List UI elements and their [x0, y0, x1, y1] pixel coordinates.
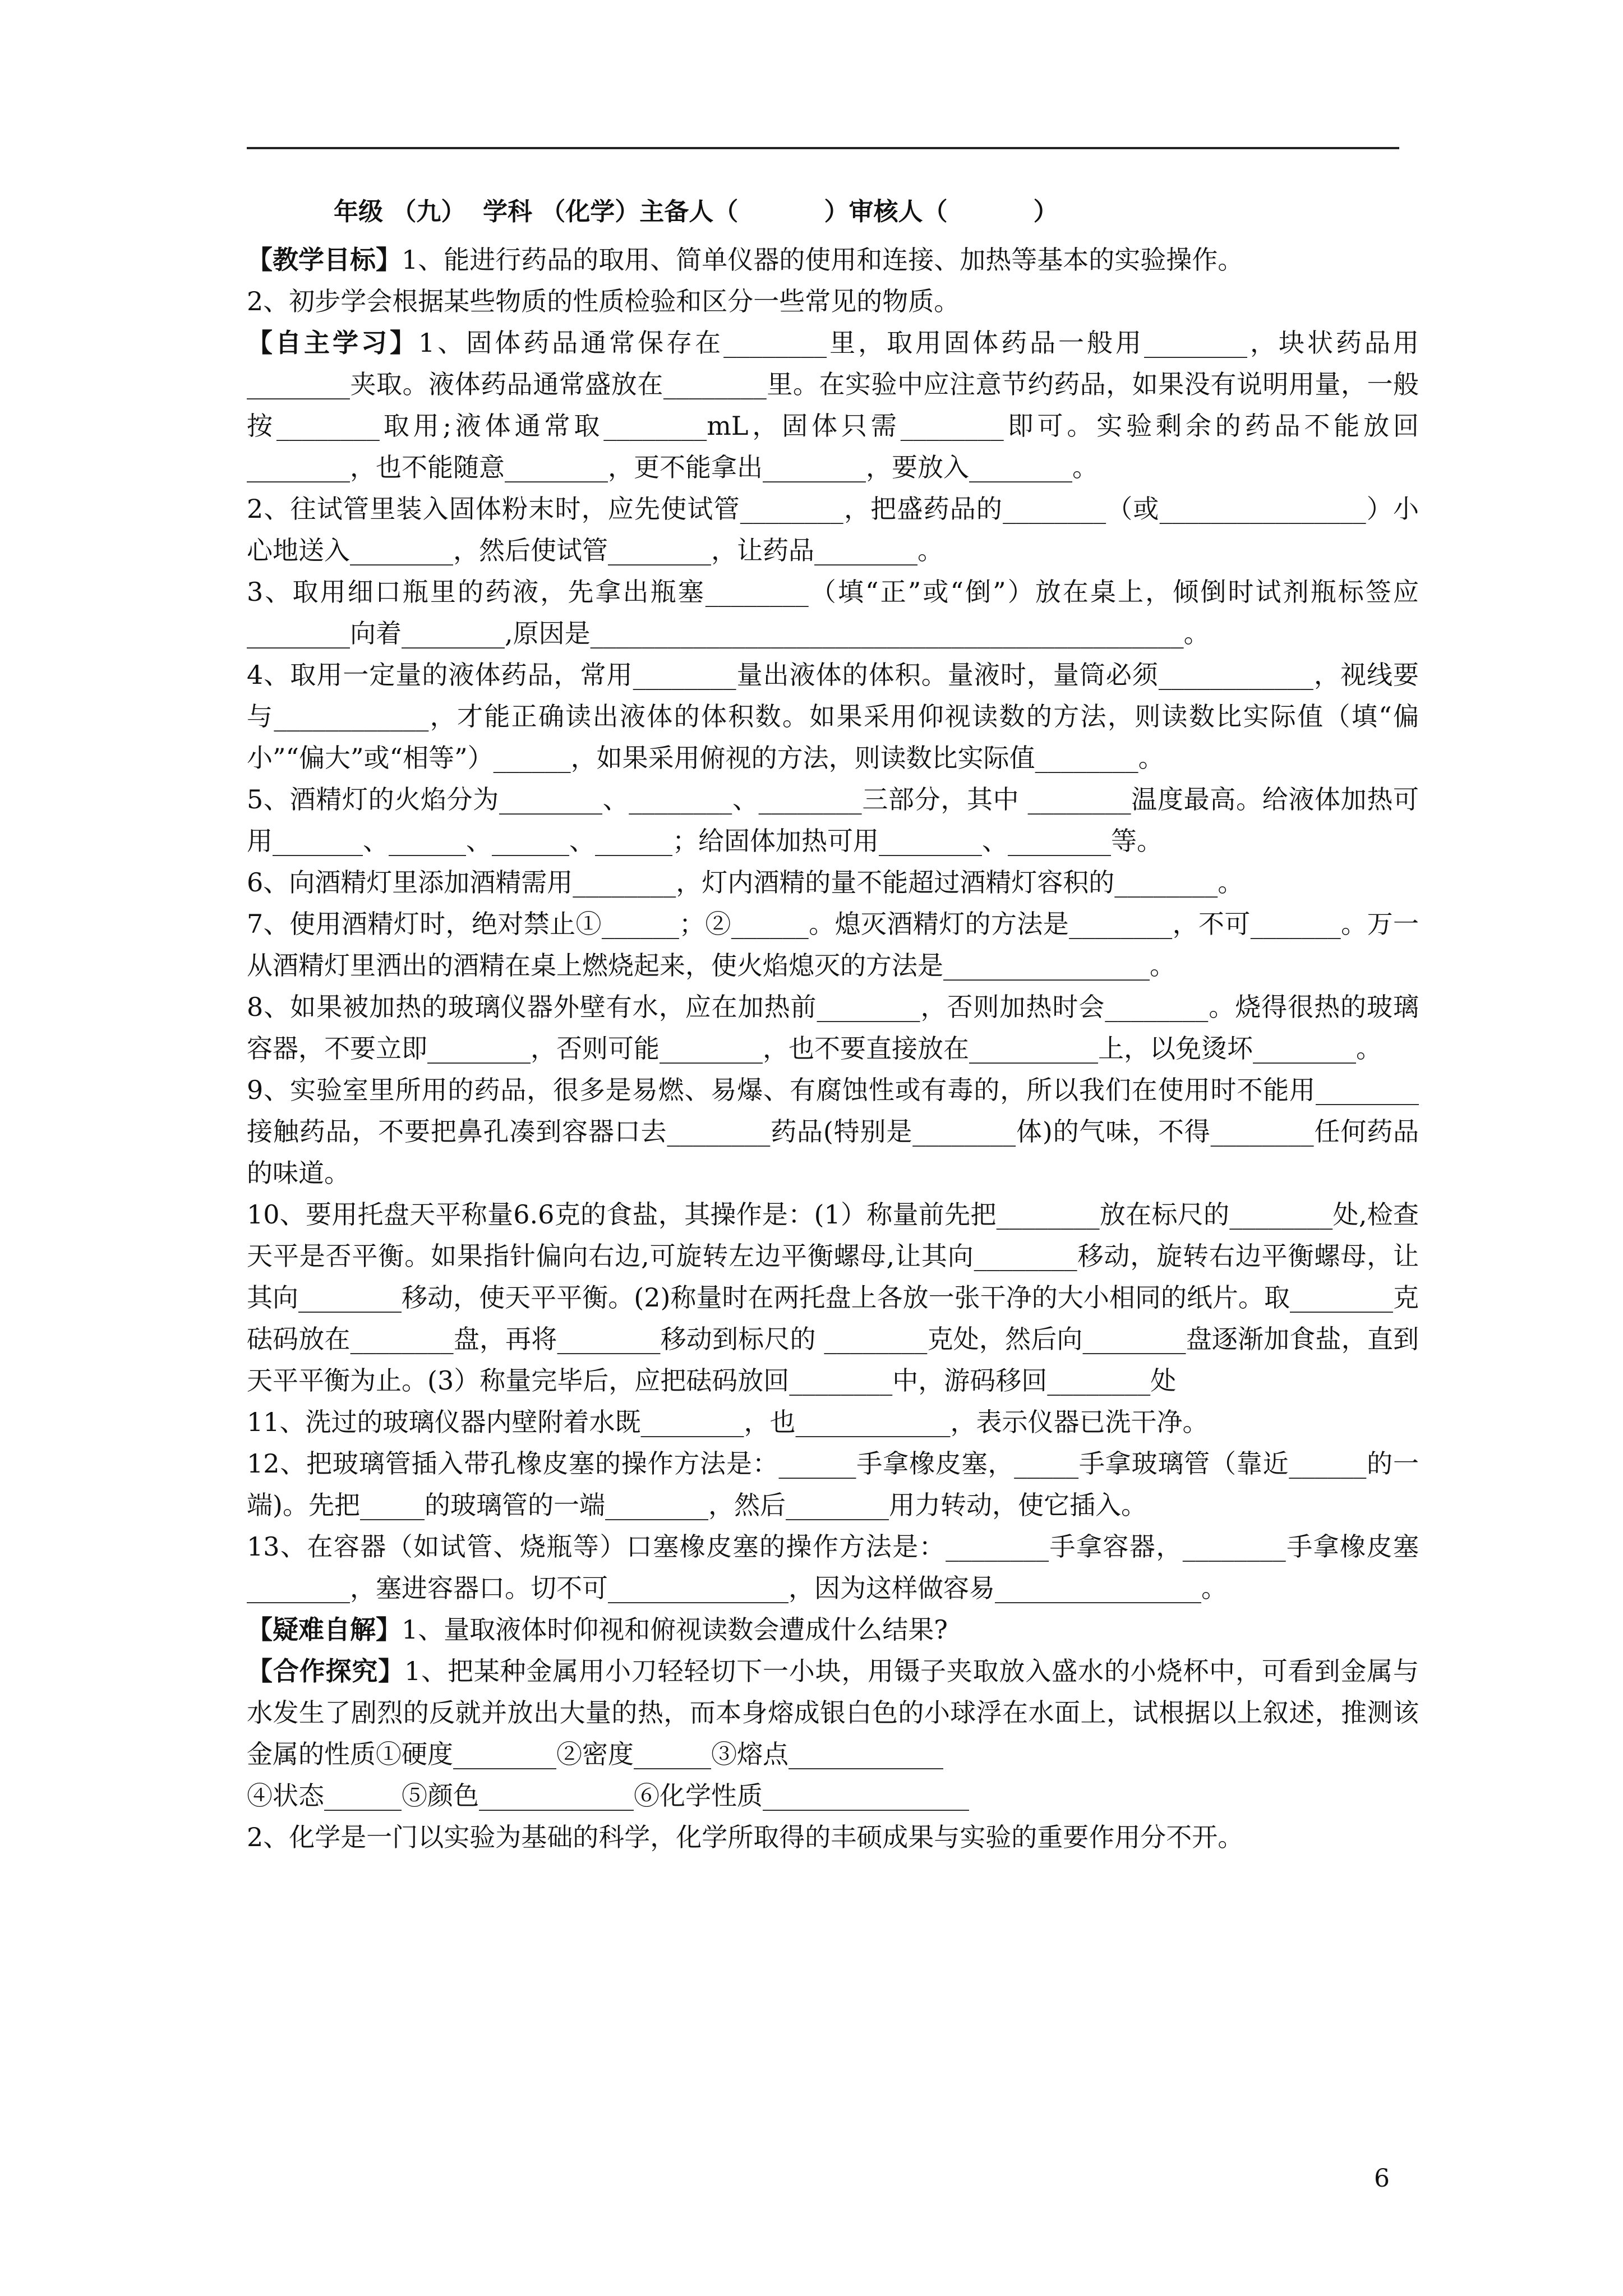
paragraph [247, 571, 1419, 654]
paragraph-text: 8、如果被加热的玻璃仪器外壁有水，应在加热前________，否则加热时会________。烧得很热的玻璃容器，不要立即________，否则可能________，也不要直接放在__________上，以免烫坏________。 [247, 992, 1419, 1064]
paragraph-text: 13、在容器（如试管、烧瓶等）口塞橡皮塞的操作方法是：________手拿容器，________手拿橡皮塞________，塞进容器口。切不可______________，因为这样做容易________________。 [247, 1531, 1419, 1603]
section-label: 【自主学习】 [247, 328, 418, 358]
paragraph-text: 12、把玻璃管插入带孔橡皮塞的操作方法是：______手拿橡皮塞，_____手拿玻璃管（靠近______的一端)。先把_____的玻璃管的一端________，然后________用力转动，使它插入。 [247, 1448, 1419, 1520]
paragraph-text: 11、洗过的玻璃仪器内壁附着水既________，也____________，表示仪器已洗干净。 [247, 1407, 1209, 1437]
paragraph-text: 2、往试管里装入固体粉末时，应先使试管________，把盛药品的________（或________________）小心地送入________，然后使试管________，让药品________。 [247, 494, 1419, 565]
paragraph [247, 1069, 1419, 1194]
paragraph-text: 3、取用细口瓶里的药液，先拿出瓶塞________（填“正”或“倒”）放在桌上，倾倒时试剂瓶标签应________向着________,原因是______________________________________________。 [247, 577, 1419, 648]
paragraph-text: 1、固体药品通常保存在________里，取用固体药品一般用________，块状药品用________夹取。液体药品通常盛放在________里。在实验中应注意节约药品，如果没有说明用量，一般按________取用;液体通常取________mL，固体只需________即可。实验剩余的药品不能放回________，也不能随意________，更不能拿出________，要放入________。 [247, 328, 1419, 482]
paragraph-text: 1、把某种金属用小刀轻轻切下一小块，用镊子夹取放入盛水的小烧杯中，可看到金属与水发生了剧烈的反就并放出大量的热，而本身熔成银白色的小球浮在水面上，试根据以上叙述，推测该金属的性质①硬度________②密度______③熔点____________ [247, 1656, 1419, 1769]
paragraph [247, 986, 1419, 1069]
paragraph-text: 9、实验室里所用的药品，很多是易燃、易爆、有腐蚀性或有毒的，所以我们在使用时不能用________接触药品，不要把鼻孔凑到容器口去________药品(特别是________体)的气味，不得________任何药品的味道。 [247, 1075, 1419, 1188]
paragraph-text: ④状态______⑤颜色____________⑥化学性质________________ [247, 1780, 969, 1811]
paragraph-text: 2、初步学会根据某些物质的性质检验和区分一些常见的物质。 [247, 286, 960, 316]
paragraph-text: 10、要用托盘天平称量6.6克的食盐，其操作是：(1）称量前先把________放在标尺的________处,检查天平是否平衡。如果指针偏向右边,可旋转左边平衡螺母,让其向________移动，旋转右边平衡螺母，让其向________移动，使天平平衡。(2)称量时在两托盘上各放一张干净的大小相同的纸片。取________克砝码放在________盘，再将________移动到标尺的 ________克处，然后向________盘逐渐加食盐，直到天平平衡为止。(3）称量完毕后，应把砝码放回________中，游码移回________处 [247, 1199, 1419, 1396]
paragraph-text: 1、量取液体时仰视和俯视读数会遭成什么结果? [402, 1614, 948, 1645]
paragraph-text: 2、化学是一门以实验为基础的科学，化学所取得的丰硕成果与实验的重要作用分不开。 [247, 1822, 1244, 1852]
page-number: 6 [1374, 2164, 1390, 2193]
paragraph [247, 1443, 1419, 1526]
paragraph [247, 862, 1419, 903]
paragraph [247, 488, 1419, 571]
paragraph [247, 1650, 1419, 1775]
paragraph [247, 239, 1419, 280]
worksheet-header: 年级 （九） 学科 （化学）主备人（ ）审核人（ ） [334, 197, 1058, 226]
paragraph [247, 654, 1419, 779]
paragraph [247, 903, 1419, 986]
paragraph [247, 1816, 1419, 1858]
paragraph-list [247, 239, 1419, 1858]
paragraph-text: 7、使用酒精灯时，绝对禁止①______；②______。熄灭酒精灯的方法是________，不可_______。万一从酒精灯里洒出的酒精在桌上燃烧起来，使火焰熄灭的方法是________________。 [247, 909, 1419, 981]
paragraph-text: 4、取用一定量的液体药品，常用________量出液体的体积。量液时，量筒必须____________，视线要与____________，才能正确读出液体的体积数。如果采用仰视读数的方法，则读数比实际值（填“偏小”“偏大”或“相等”）______，如果采用俯视的方法，则读数比实际值________。 [247, 660, 1419, 773]
worksheet-body [247, 185, 1419, 1858]
paragraph [247, 779, 1419, 862]
paragraph-text: 1、能进行药品的取用、简单仪器的使用和连接、加热等基本的实验操作。 [402, 245, 1244, 275]
paragraph [247, 1194, 1419, 1401]
paragraph-text: 6、向酒精灯里添加酒精需用________，灯内酒精的量不能超过酒精灯容积的________。 [247, 867, 1244, 898]
section-label: 【疑难自解】 [247, 1614, 402, 1645]
top-rule [247, 147, 1399, 149]
paragraph [247, 280, 1419, 322]
paragraph [247, 1401, 1419, 1443]
section-label: 【教学目标】 [247, 245, 402, 275]
paragraph-text: 5、酒精灯的火焰分为________、________、________三部分，其中 ________温度最高。给液体加热可用_______、______、______、______；给固体加热可用________、________等。 [247, 784, 1419, 856]
paragraph [247, 1526, 1419, 1609]
paragraph [247, 1775, 1419, 1816]
paragraph [247, 322, 1419, 488]
paragraph [247, 1609, 1419, 1650]
section-label: 【合作探究】 [247, 1656, 405, 1686]
